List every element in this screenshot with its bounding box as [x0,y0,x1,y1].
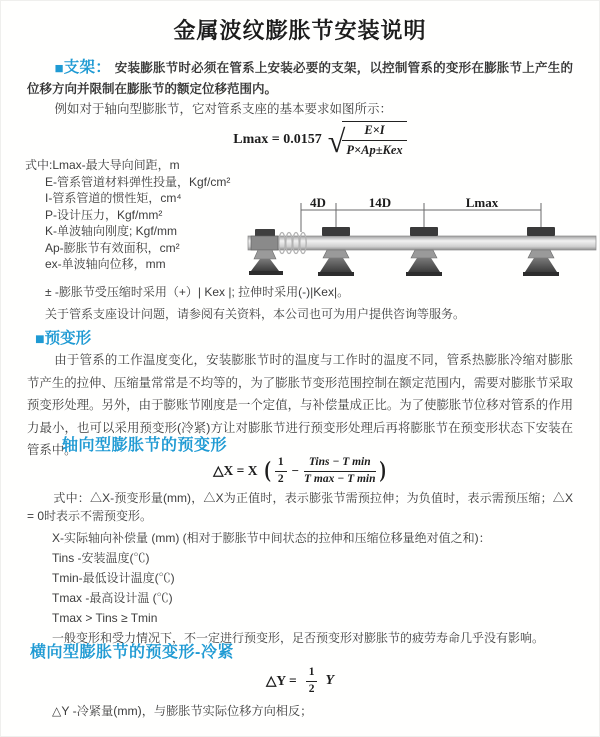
minus-operator: − [291,463,299,479]
predeform-section-heading [35,326,91,349]
formula-lmax-denominator: P×Ap±Kex [346,143,403,157]
sign-note: ± -膨胀节受压缩时采用（+）| Kex |; 拉伸时采用(-)|Kex|。 [45,285,350,299]
page-title: 金属波纹膨胀节安装说明 [173,18,427,43]
anchor-support [249,229,283,275]
definition-line: ex-单波轴向位移，mm [45,257,166,271]
formula-lmax-lhs: Lmax = 0.0157 [233,131,322,147]
sqrt-expression [328,121,407,158]
open-paren: ( [264,458,271,484]
guide-support [318,227,354,276]
definition-line: I-管系管道的惯性矩，cm⁴ [45,191,182,205]
half-denominator: 2 [308,682,315,695]
consult-note: 关于管系支座设计问题，请参阅有关资料，本公司也可为用户提供咨询等服务。 [45,307,466,321]
formula-dy-rhs: Y [325,673,334,689]
half-denominator: 2 [277,472,284,485]
temperature-fraction [304,456,376,487]
support-intro-text: 安装膨胀节时必须在管系上安装必要的支架，以控制管系的变形在膨胀节上产生的位移方向并限制在膨胀节的额定位移范围内。 [27,61,573,96]
section-square-icon: ■ [35,331,45,348]
support-section-label: 支架： [63,59,112,76]
lateral-note: △Y -冷紧量(mm)，与膨胀节实际位移方向相反； [52,704,313,718]
definition-line: 式中:Lmax-最大导向间距，m [25,158,180,172]
formula-lmax [0,121,600,158]
dim-label-lmax: Lmax [465,196,499,210]
dim-label-14d: 14D [368,196,392,210]
definition-line: P-设计压力，Kgf/mm² [45,207,163,222]
axial-item: Tmax > Tins ≥ Tmin [52,610,158,625]
formula-dx-lhs: △X = X [213,463,258,479]
axial-subheading: 轴向型膨胀节的预变形 [62,437,228,454]
section-square-icon: ■ [54,60,64,77]
axial-item: X-实际轴向补偿量 (mm) (相对于膨胀节中间状态的拉伸和压缩位移量绝对值之和)： [52,531,491,545]
predeform-body-paragraph: 由于管系的工作温度变化，安装膨胀节时的温度与工作时的温度不同，管系热膨胀冷缩对膨胀节产生的拉伸、压缩量常常是不均等的，为了膨胀节变形范围控制在额定范围内，需要对膨胀节采取预变形处理。另外，由于膨账节刚度是一个定值，与补偿量成正比。为了使膨胀节位移对管系的作用力最小，也可以采用预变形(冷紧)方让对膨胀节进行预变形处理后再将膨胀节在预变形状态下安装在管系中。 [27,353,573,457]
sqrt-radical-icon: √ [327,122,346,159]
temp-numerator: Tins − T min [304,456,376,472]
sqrt-fraction [342,121,406,158]
axial-item: Tins -安装温度(℃) [52,550,150,565]
guide-support [406,227,442,276]
lateral-subheading: 横向型膨胀节的预变形-冷紧 [30,644,234,661]
axial-explain-paragraph: 式中：△X-预变形量(mm)，△X为正值时，表示膨张节需预拉伸；为负值时，表示需预压缩；△X = 0时表示不需预变形。 [27,491,573,523]
definition-line: K-单波轴向刚度; Kgf/mm [45,224,178,238]
formula-delta-x [0,456,600,487]
axial-item: Tmin-最低设计温度(℃) [52,570,175,585]
half-numerator: 1 [306,666,318,682]
axial-items-list [52,530,580,647]
formula-lmax-numerator: E×I [342,122,406,141]
pipe-support-diagram [246,196,598,288]
support-example-line: 例如对于轴向型膨胀节，它对管系支座的基本要求如图所示： [54,102,393,116]
definitions-list [25,157,230,273]
support-intro-paragraph [27,57,573,100]
axial-item: Tmax -最高设计温 (℃) [52,590,173,605]
axial-item: 一般变形和受力情况下，不一定进行预变形，足否预变形对膨胀节的疲劳寿命几乎没有影响。 [52,630,545,645]
definition-line: Ap-膨胀节有效面积，cm² [45,240,180,255]
half-numerator: 1 [275,456,287,472]
definition-line: E-管系管道材料弹性投量，Kgf/cm² [45,174,231,189]
guide-support [523,227,559,276]
half-fraction [306,666,318,697]
dim-label-4d: 4D [310,196,326,210]
formula-delta-y [0,666,600,697]
formula-dy-lhs: △Y = [265,673,297,689]
close-paren: ) [379,458,386,484]
predeform-section-label: 预变形 [44,330,92,347]
temp-denominator: T max − T min [304,472,376,485]
half-fraction [275,456,287,487]
